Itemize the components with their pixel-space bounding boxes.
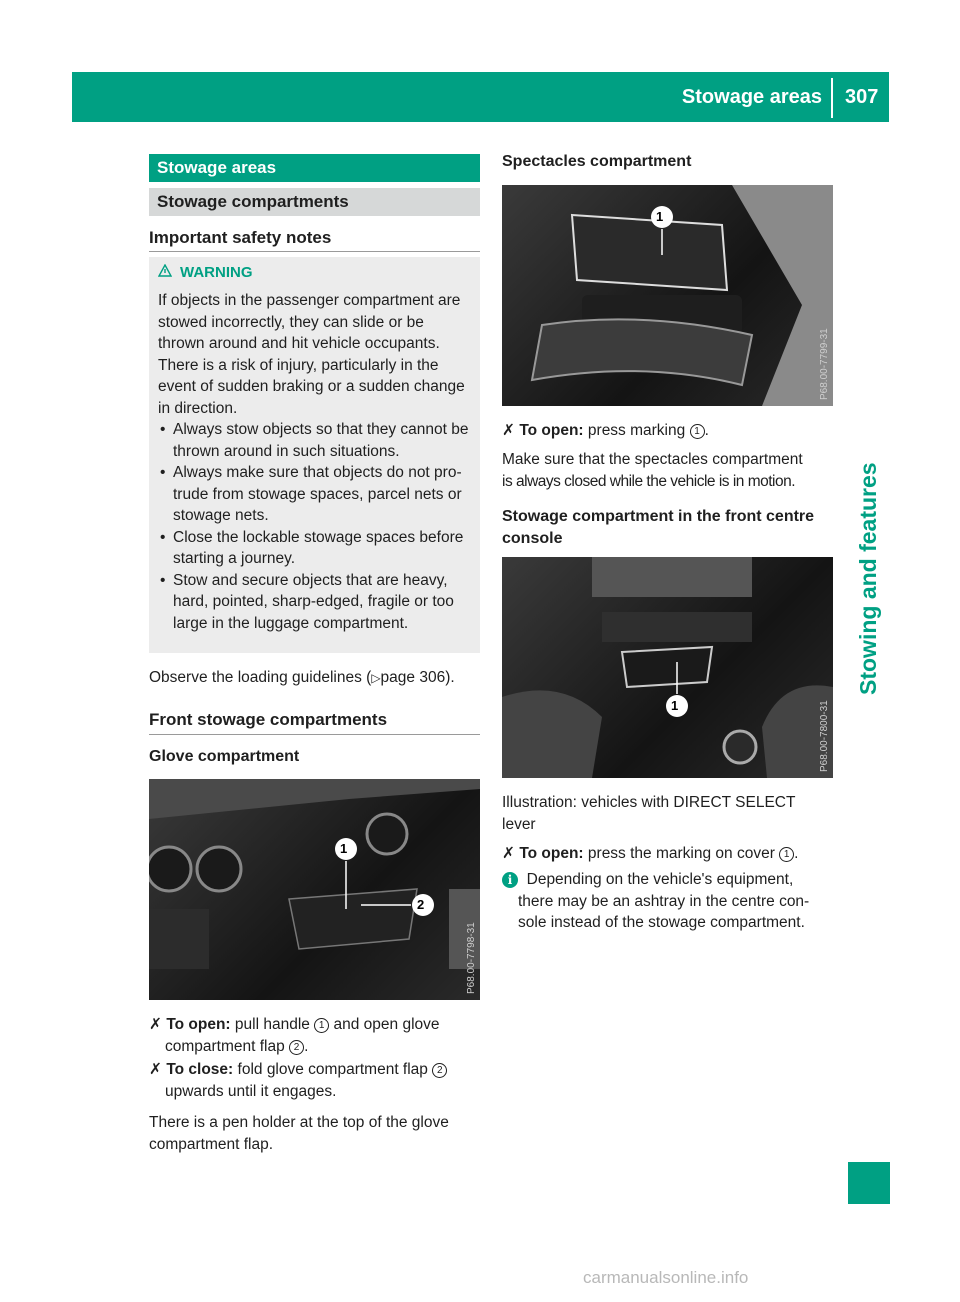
spectacles-heading: Spectacles compartment	[502, 153, 692, 170]
header-title: Stowage areas	[681, 86, 822, 108]
warning-line: event of sudden braking or a sudden change	[158, 378, 465, 395]
photo-code: P68.00-7800-31	[819, 700, 830, 772]
warning-bullet: • Always make sure that objects do not pro- trude from stowage spaces, parcel nets or stowage nets.	[173, 462, 478, 527]
warning-line: stowed incorrectly, they can slide or be	[158, 313, 424, 331]
photo-code: P68.00-7799-31	[819, 328, 830, 400]
warning-title-text: WARNING	[180, 264, 253, 281]
warning-body	[158, 290, 478, 419]
heading-rule	[149, 251, 480, 252]
header-divider	[831, 78, 833, 118]
warning-line: thrown around and hit vehicle occupants.	[158, 335, 440, 352]
warning-line: in direction.	[158, 399, 238, 417]
action-x-icon: ✗	[149, 1016, 162, 1033]
glove-open-instruction: ✗ To open: pull handle 1 and open glove compartment flap 2 .	[149, 1016, 440, 1055]
glove-marker-2: 2	[417, 897, 425, 912]
make-sure-text: Make sure that the spectacles compartment is always closed while the vehicle is in motion.	[502, 451, 803, 490]
marker-1-icon: 1	[779, 847, 794, 862]
warning-bullet: • Stow and secure objects that are heavy, hard, pointed, sharp-edged, fragile or too large in the luggage compartment.	[173, 570, 478, 635]
photo-code: P68.00-7798-31	[466, 922, 477, 994]
info-note: i Depending on the vehicle's equipment, there may be an ashtray in the centre con- sole instead of the stowage compartment.	[502, 869, 833, 934]
console-open-instruction: ✗ To open: press the marking on cover 1 .	[502, 845, 799, 862]
spectacles-marker-1: 1	[656, 209, 664, 224]
warning-line: There is a risk of injury, particularly in the	[158, 356, 439, 374]
console-marker-1: 1	[671, 698, 679, 713]
illustration-caption: Illustration: vehicles with DIRECT SELECT lever	[502, 794, 796, 833]
warning-bullet: • Close the lockable stowage spaces before starting a journey.	[173, 527, 478, 570]
console-compartment-photo	[502, 557, 833, 778]
glove-marker-1: 1	[340, 841, 348, 856]
glove-close-instruction: ✗ To close: fold glove compartment flap 2 upwards until it engages.	[149, 1059, 480, 1102]
action-x-icon: ✗	[149, 1061, 162, 1078]
side-tab-square	[848, 1162, 890, 1204]
warning-title	[158, 264, 253, 281]
subsection-bar-title: Stowage compartments	[157, 192, 349, 211]
side-tab-label: Stowing and features	[855, 462, 881, 695]
warning-triangle-icon	[158, 264, 172, 281]
subsection-bar	[149, 188, 480, 216]
info-icon: i	[502, 872, 518, 888]
marker-2-icon: 2	[432, 1063, 447, 1078]
marker-1-icon: 1	[314, 1018, 329, 1033]
safety-heading: Important safety notes	[149, 228, 332, 247]
section-bar	[149, 154, 480, 182]
action-x-icon: ✗	[502, 845, 515, 862]
warning-line: If objects in the passenger compartment are	[158, 292, 461, 309]
glove-heading: Glove compartment	[149, 748, 300, 765]
page-number: 307	[845, 86, 879, 108]
spectacles-open-instruction: ✗ To open: press marking 1 .	[502, 422, 709, 439]
warning-bullet: • Always stow objects so that they cannot be thrown around in such situations.	[173, 419, 478, 462]
spectacles-compartment-photo	[502, 185, 833, 406]
front-heading: Front stowage compartments	[149, 710, 388, 729]
heading-rule	[149, 734, 480, 735]
marker-2-icon: 2	[289, 1040, 304, 1055]
page-ref-link[interactable]: page 306).	[380, 669, 455, 686]
observe-text: Observe the loading guidelines (▷page 306).	[149, 669, 455, 686]
marker-1-icon: 1	[690, 424, 705, 439]
section-bar-title: Stowage areas	[157, 158, 277, 177]
glove-compartment-photo	[149, 779, 480, 1000]
pen-holder-text: There is a pen holder at the top of the glove compartment flap.	[149, 1114, 449, 1153]
console-heading: Stowage compartment in the front centre console	[502, 508, 815, 547]
page-ref-arrow-icon: ▷	[371, 671, 381, 685]
warning-bullets	[173, 419, 478, 634]
action-x-icon: ✗	[502, 422, 515, 439]
footer-watermark: carmanualsonline.info	[583, 1268, 749, 1287]
